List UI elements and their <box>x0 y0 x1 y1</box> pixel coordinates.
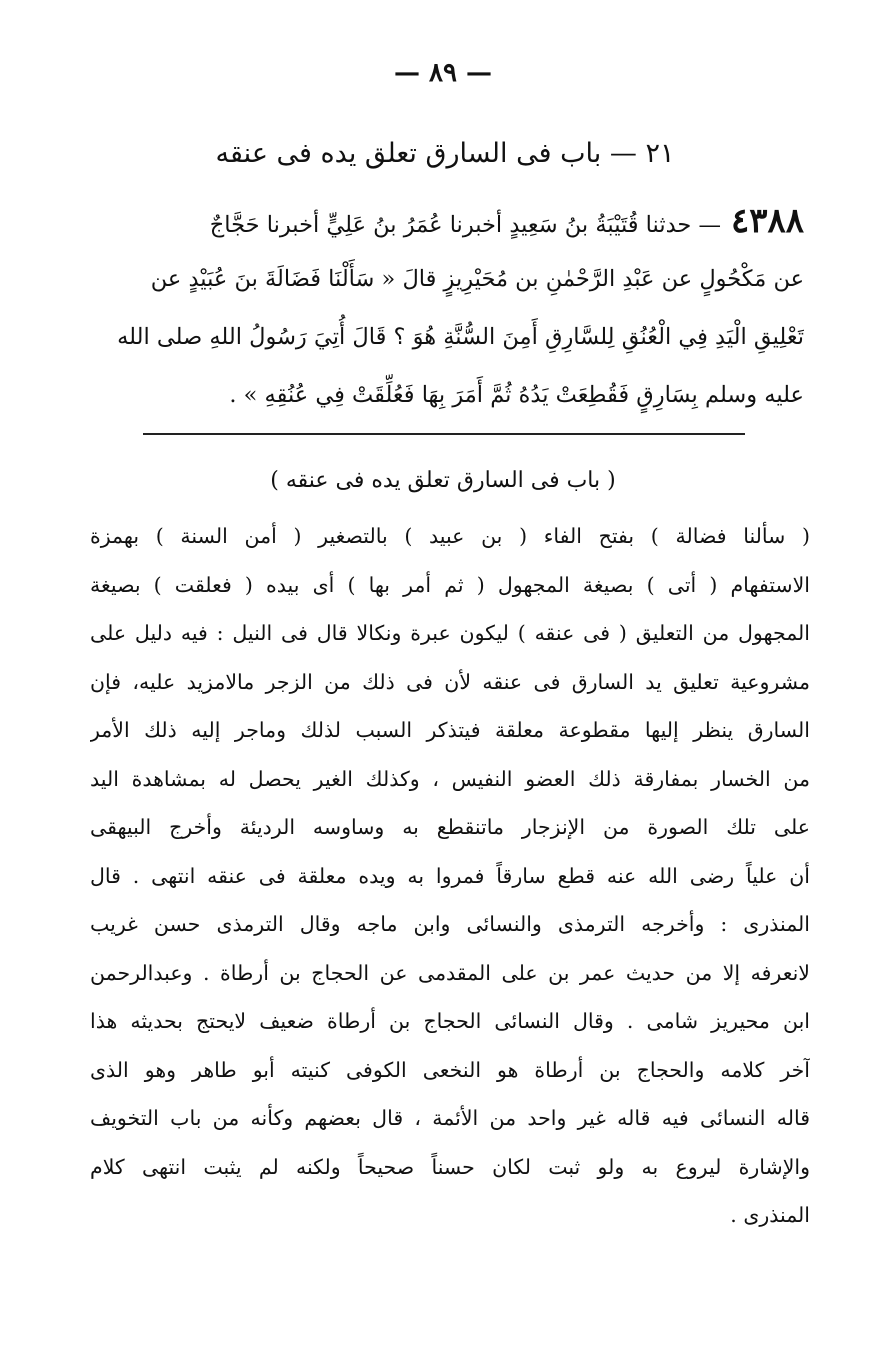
hadith-line: ٤٣٨٨— حدثنا قُتَيْبَةُ بنُ سَعِيدٍ أخبرنا عُمَرُ بنُ عَلِيٍّ أخبرنا حَجَّاجٌ <box>209 201 804 241</box>
page-number: — ٨٩ — <box>393 58 493 88</box>
commentary-line: السارق ينظر إليها مقطوعة معلقة فيتذكر السبب لذلك وماجر إليه ذلك الأمر <box>90 718 810 742</box>
hadith-number: ٤٣٨٨ <box>730 201 804 241</box>
hadith-line: تَعْلِيقِ الْيَدِ فِي الْعُنُقِ لِلسَّارِقِ أَمِنَ السُّنَّةِ هُوَ ؟ قَالَ أُتِيَ رَسُولُ اللهِ صلى الله <box>117 324 804 350</box>
commentary-line: من الخسار بمفارقة ذلك العضو النفيس ، وكذلك الغير يحصل له بمشاهدة اليد <box>90 766 810 791</box>
commentary-line: المنذرى : وأخرجه الترمذى والنسائى وابن ماجه وقال الترمذى حسن غريب <box>90 912 810 936</box>
hadith-line: عن مَكْحُولٍ عن عَبْدِ الرَّحْمٰنِ بن مُحَيْرِيزٍ قالَ « سَأَلْنَا فَضَالَةَ بنَ عُبَيْدٍ عن <box>150 266 804 292</box>
hadith-text <box>84 192 804 424</box>
commentary-line: أن علياً رضى الله عنه قطع سارقاً فمروا به ويده معلقة فى عنقه انتهى . قال <box>90 863 810 888</box>
commentary-line: آخر كلامه والحجاج بن أرطاة هو النخعى الكوفى كنيته أبو طاهر وهو الذى <box>90 1057 810 1082</box>
commentary-line: على تلك الصورة من الإنزجار ماتنقطع به وساوسه الرديئة وأخرج البيهقى <box>90 815 810 839</box>
commentary-line: الاستفهام ( أتى ) بصيغة المجهول ( ثم أمر بها ) أى بيده ( فعلقت ) بصيغة <box>90 572 810 597</box>
commentary-line: ( سألنا فضالة ) بفتح الفاء ( بن عبيد ) بالتصغير ( أمن السنة ) بهمزة <box>90 524 810 548</box>
commentary-line: ابن محيريز شامى . وقال النسائى الحجاج بن أرطاة ضعيف لايحتج بحديثه هذا <box>90 1009 810 1033</box>
commentary-line: لانعرفه إلا من حديث عمر بن على المقدمى عن الحجاج بن أرطاة . وعبدالرحمن <box>90 960 810 985</box>
commentary-line: المنذرى . <box>730 1203 810 1227</box>
commentary-line: مشروعية تعليق يد السارق فى عنقه لأن فى ذلك من الزجر مالامزيد عليه، فإن <box>90 669 810 694</box>
chapter-heading: ٢١ — باب فى السارق تعلق يده فى عنقه <box>215 138 675 169</box>
hadith-line: عليه وسلم بِسَارِقٍ فَقُطِعَتْ يَدُهُ ثُمَّ أَمَرَ بِهَا فَعُلِّقَتْ فِي عُنُقِهِ » . <box>229 382 804 408</box>
commentary-line: قاله النسائى فيه قاله غير واحد من الأئمة ، قال بعضهم وكأنه من باب التخويف <box>90 1106 810 1130</box>
section-divider <box>143 433 745 435</box>
commentary-line: المجهول من التعليق ( فى عنقه ) ليكون عبرة ونكالا قال فى النيل : فيه دليل على <box>90 621 810 645</box>
commentary-title: ( باب فى السارق تعلق يده فى عنقه ) <box>270 468 616 493</box>
commentary-text <box>90 512 810 1240</box>
commentary-line: والإشارة ليروع به ولو ثبت لكان حسناً صحيحاً ولكنه لم يثبت انتهى كلام <box>90 1154 810 1179</box>
